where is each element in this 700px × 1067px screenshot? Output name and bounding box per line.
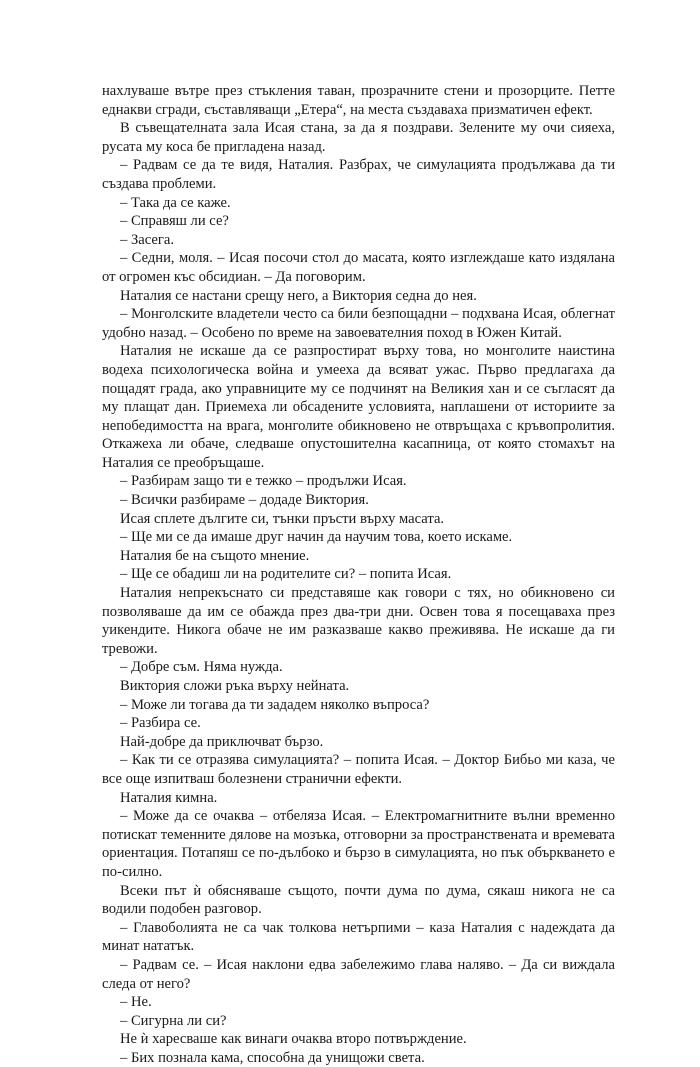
paragraph: Наталия кимна. bbox=[120, 789, 218, 806]
paragraph: – Радвам се да те видя, Наталия. Разбрах, че симулацията продължава да ти създава проблеми. bbox=[102, 157, 615, 192]
paragraph: – Справяш ли се? bbox=[120, 213, 229, 230]
paragraph: – Ще ми се да имаше друг начин да научим това, което искаме. bbox=[120, 529, 513, 546]
paragraph: – Главоболията не са чак толкова нетърпими – каза Наталия с надеждата да минат нататък. bbox=[102, 919, 615, 955]
paragraph: Виктория сложи ръка върху нейната. bbox=[120, 678, 350, 694]
paragraph: – Седни, моля. – Исая посочи стол до масата, която изглеждаше като издялана от огромен къс обсидиан. – Да поговорим. bbox=[102, 250, 615, 285]
paragraph: – Разбирам защо ти е тежко – продължи Исая. bbox=[120, 473, 407, 490]
paragraph: Най-добре да приключват бързо. bbox=[120, 733, 324, 750]
paragraph: Исая сплете дългите си, тънки пръсти върху масата. bbox=[120, 510, 445, 527]
paragraph: – Ще се обадиш ли на родителите си? – попита Исая. bbox=[120, 566, 452, 583]
paragraph: Наталия не искаше да се разпростират върху това, но монголите наистина водеха психологическа война и умееха да всяват ужас. Първо предлагаха да пощадят града, ако управниците му се подчинят на Великия хан и се съгласят да му плащат дан. Приемеха ли обсадените условията, наплашени от историите за непобедимостта на врага, монголите обикновено не отвръщаха с кръвопролития. Откажеха ли обаче, следваше опустошителна касапница, от която стомахът на Наталия се преобръщаше. bbox=[102, 343, 615, 471]
paragraph: – Сигурна ли си? bbox=[120, 1012, 227, 1029]
paragraph: – Радвам се. – Исая наклони едва забележимо глава наляво. – Да си виждала следа от него? bbox=[102, 956, 615, 992]
paragraph: Наталия бе на същото мнение. bbox=[120, 547, 310, 564]
paragraph: Наталия се настани срещу него, а Виктория седна до нея. bbox=[120, 287, 477, 304]
paragraph: – Бих познала кама, способна да унищожи света. bbox=[120, 1049, 425, 1066]
paragraph: В съвещателната зала Исая стана, за да я поздрави. Зелените му очи сияеха, русата му коса бе пригладена назад. bbox=[102, 120, 615, 155]
paragraph: Не ѝ харесваше как винаги очаква второ потвърждение. bbox=[120, 1031, 467, 1048]
paragraph: Всеки път ѝ обясняваше същото, почти дума по дума, сякаш никога не са водили подобен разговор. bbox=[102, 882, 615, 918]
paragraph: – Така да се каже. bbox=[120, 194, 231, 211]
paragraph: Наталия непрекъснато си представяше как говори с тях, но обикновено си позволяваше да им се обажда през два-три дни. Освен това я посещаваха през уикендите. Никога обаче не им разказваше какво преживява. Не искаше да ги тревожи. bbox=[102, 585, 615, 657]
paragraph: – Монголските владетели често са били безпощадни – подхвана Исая, облегнат удобно назад. – Особено по време на завоевателния поход в Южен Китай. bbox=[102, 306, 615, 341]
paragraph: – Разбира се. bbox=[120, 715, 201, 732]
paragraph: – Засега. bbox=[120, 231, 174, 248]
paragraph: нахлуваше вътре през стъкления таван, прозрачните стени и прозорците. Петте еднакви сгради, съставляващи „Етера“, на места създаваха призматичен ефект. bbox=[102, 83, 615, 118]
paragraph: – Всички разбираме – додаде Виктория. bbox=[120, 492, 369, 509]
paragraph: – Как ти се отразява симулацията? – попита Исая. – Доктор Бибьо ми каза, че все още изпитваш болезнени странични ефекти. bbox=[102, 752, 615, 787]
paragraph: – Добре съм. Няма нужда. bbox=[120, 659, 283, 676]
paragraph: – Не. bbox=[120, 994, 152, 1011]
paragraph: – Може ли тогава да ти зададем няколко въпроса? bbox=[120, 696, 430, 713]
paragraph: – Може да се очаква – отбеляза Исая. – Електромагнитните вълни временно потискат темeнните дялове на мозъка, отговорни за пространствената и времевата ориентация. Потапяш се по-дълбоко и бързо в симулацията, но пък объркването е по-силно. bbox=[102, 808, 615, 880]
